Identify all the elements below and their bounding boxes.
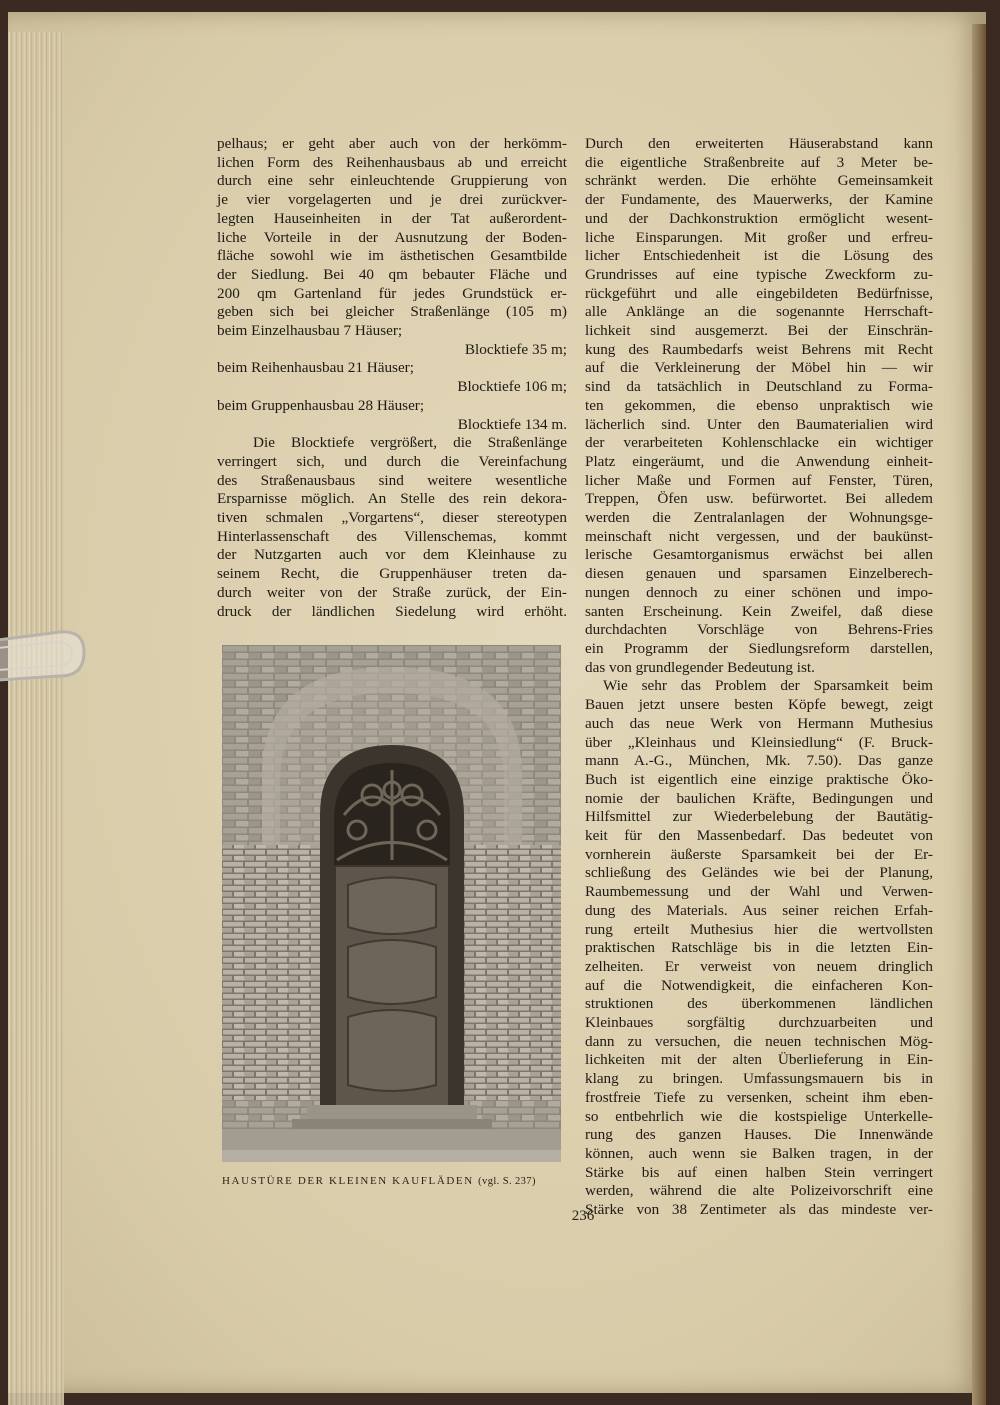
text-line: kung des Raumbedarfs weist Behrens mit Recht — [585, 340, 933, 358]
text-line: so entbehrlich wie die kostspielige Unterkelle- — [585, 1107, 933, 1125]
text-line: lichkeiten mit der alten Überlieferung in Ein- — [585, 1051, 933, 1069]
text-line: auf die Verkleinerung der Möbel hin — wir — [585, 359, 933, 377]
text-line: werden die Zentralanlagen der Wohnungsge- — [585, 509, 933, 527]
text-line: Ersparnisse möglich. An Stelle des rein dekora- — [217, 490, 567, 508]
text-line: lichkeit sind ausgemerzt. Bei der Einschrän- — [585, 322, 933, 340]
text-line: klang zu bringen. Umfassungsmauern bis in — [585, 1070, 933, 1088]
right-paragraph-2 — [585, 677, 933, 1219]
text-line: liche Vorteile in der Ausnutzung der Boden- — [217, 228, 567, 246]
text-line: lichen Form des Reihenhausbaus ab und erreicht — [217, 153, 567, 171]
text-line: dung des Materials. Aus seiner reichen Erfah- — [585, 901, 933, 919]
text-line: frostfreie Tiefe zu versenken, scheint ihm eben- — [585, 1088, 933, 1106]
text-line: verringert sich, und durch die Vereinfachung — [217, 452, 567, 470]
text-line: Durch den erweiterten Häuserabstand kann — [585, 135, 933, 152]
left-paragraph-2 — [217, 434, 567, 621]
text-line: nomie der baulichen Kräfte, Bedingungen und — [585, 789, 933, 807]
text-line: der Nutzgarten auch vor dem Kleinhause zu — [217, 546, 567, 564]
text-line: der Fundamente, des Mauerwerks, der Kamine — [585, 191, 933, 209]
text-line: lerische Gesamtorganismus erwächst bei allen — [585, 546, 933, 564]
text-line: Wie sehr das Problem der Sparsamkeit beim — [603, 677, 933, 695]
text-line: durch weiter von der Straße zurück, der Ein- — [217, 583, 567, 601]
text-line: zelheiten. Er verweist von neuem dringlich — [585, 957, 933, 975]
text-line: auch das neue Werk von Hermann Muthesius — [585, 714, 933, 732]
text-line: rückgeführt und alle eingebildeten Bedürfnisse, — [585, 284, 933, 302]
text-line: geben sich bei gleicher Straßenlänge (105 m) — [217, 303, 567, 321]
caption-text: HAUSTÜRE DER KLEINEN KAUFLÄDEN — [222, 1175, 474, 1187]
text-line: über „Kleinhaus und Kleinsiedlung“ (F. Bruck- — [585, 733, 933, 751]
text-line: das von grundlegender Bedeutung ist. — [585, 658, 815, 676]
text-line: und der Dachkonstruktion ermöglicht wesent- — [585, 209, 933, 227]
text-line: legten Hauseinheiten in der Tat außerordent- — [217, 209, 567, 227]
text-line: ein Programm der Siedlungsreform darstellen, — [585, 639, 933, 657]
text-line: vornherein äußerste Sparsamkeit bei der Er- — [585, 845, 933, 863]
text-line: pelhaus; er geht aber auch von der herkömm- — [217, 135, 567, 152]
text-line: meinschaft nicht vergessen, und der baukünst- — [585, 527, 933, 545]
text-line: santen Erscheinung. Kein Zweifel, daß diese — [585, 602, 933, 620]
text-line: druck der ländlichen Siedelung wird erhöht. — [217, 602, 567, 620]
text-line: des Straßenausbaus sind weitere wesentliche — [217, 471, 567, 489]
text-line: liche Einsparungen. Mit großer und erfreu- — [585, 228, 933, 246]
text-line: Hinterlassenschaft des Villenschemas, kommt — [217, 527, 567, 545]
text-line: Bauen jetzt unsere besten Köpfe bewegt, zeigt — [585, 696, 933, 714]
text-line: licher Maße und Formen auf Fenster, Türen, — [585, 471, 933, 489]
block-depth-line: Blocktiefe 35 m; — [464, 340, 567, 358]
binding-edge — [972, 24, 986, 1405]
text-line: alle Anklänge an die sogenannte Herrschaft- — [585, 303, 933, 321]
text-line: Buch ist eigentlich eine einzige praktische Öko- — [585, 770, 933, 788]
text-line: beim Gruppenhausbau 28 Häuser; — [217, 396, 425, 414]
text-line: Stärke von 38 Zentimeter als das mindeste ver- — [585, 1201, 933, 1219]
page-edges — [8, 32, 64, 1405]
text-line: auf die Notwendigkeit, die einfacheren Kon- — [585, 976, 933, 994]
text-line: Raumbemessung und der Wahl und Verwen- — [585, 883, 933, 901]
text-line: Platz eingeräumt, und die Anwendung einheit- — [585, 452, 933, 470]
door-photograph — [222, 645, 561, 1162]
text-line: fläche sowohl wie im ästhetischen Gesamtbilde — [217, 247, 567, 265]
text-line: beim Einzelhausbau 7 Häuser; — [217, 322, 403, 340]
paper-clip — [0, 618, 90, 688]
block-depth-line: Blocktiefe 106 m; — [457, 378, 567, 396]
page-number: 236 — [571, 1208, 595, 1224]
caption-reference: (vgl. S. 237) — [478, 1176, 536, 1187]
text-line: sind da tatsächlich in Deutschland zu Forma- — [585, 378, 933, 396]
text-line: Grundrisses auf eine typische Zweckform zu- — [585, 265, 933, 283]
text-line: können, auch wenn sie Balken tragen, in der — [585, 1144, 933, 1162]
text-line: werden, während die alte Polizeivorschrift eine — [585, 1182, 933, 1200]
text-line: Die Blocktiefe vergrößert, die Straßenlänge — [253, 434, 567, 452]
text-line: Kleinbaues sorgfältig durchzuarbeiten und — [585, 1014, 933, 1032]
text-line: keit für den Massenbedarf. Das bedeutet von — [585, 827, 933, 845]
block-depth-line: Blocktiefe 134 m. — [457, 415, 567, 433]
text-line: dann zu versuchen, die neuen technischen Mög- — [585, 1032, 933, 1050]
right-paragraph-1 — [585, 135, 933, 677]
text-line: mann A.-G., München, Mk. 7.50). Das ganze — [585, 752, 933, 770]
text-line: rung des ganzen Hauses. Die Innenwände — [585, 1126, 933, 1144]
text-line: licher Entschiedenheit ist die Lösung des — [585, 247, 933, 265]
text-line: tiven schmalen „Vorgartens“, dieser stereotypen — [217, 509, 567, 527]
text-line: nungen dennoch zu einer schönen und impo- — [585, 583, 933, 601]
text-line: schränkt werden. Die erhöhte Gemeinsamkeit — [585, 172, 933, 190]
text-line: lächerlich sind. Unter den Baumaterialien wird — [585, 415, 933, 433]
text-line: struktionen des überkommenen ländlichen — [585, 995, 933, 1013]
right-text-column — [585, 135, 933, 1220]
text-line: Hilfsmittel zur Wiederbelebung der Bautätig- — [585, 808, 933, 826]
text-line: die eigentliche Straßenbreite auf 3 Meter be- — [585, 153, 933, 171]
text-line: praktischen Ratschläge bis in die letzten Ein- — [585, 939, 933, 957]
text-line: seinem Recht, die Gruppenhäuser treten da- — [217, 565, 567, 583]
text-line: beim Reihenhausbau 21 Häuser; — [217, 359, 414, 377]
left-paragraph-1 — [217, 135, 567, 434]
figure-caption — [222, 1175, 567, 1187]
text-line: der Siedlung. Bei 40 qm bebauter Fläche und — [217, 265, 567, 283]
text-line: durchdachten Vorschläge von Behrens-Fries — [585, 621, 933, 639]
text-line: diesen genauen und sparsamen Einzelberech- — [585, 565, 933, 583]
text-line: Stärke bis auf einen halben Stein verringert — [585, 1163, 933, 1181]
text-line: 200 qm Gartenland für jedes Grundstück er- — [217, 284, 567, 302]
text-line: der verarbeiteten Kohlenschlacke ein wichtiger — [585, 434, 933, 452]
text-line: schließung des Geländes wie bei der Planung, — [585, 864, 933, 882]
text-line: je vier vorgelagerten und je drei zurückver- — [217, 191, 567, 209]
text-line: ten gekommen, die ebenso unpraktisch wie — [585, 396, 933, 414]
text-line: Treppen, Öfen usw. befürwortet. Bei alledem — [585, 490, 933, 508]
text-line: durch eine sehr einleuchtende Gruppierung von — [217, 172, 567, 190]
left-text-column — [217, 135, 567, 621]
text-line: rung erteilt Muthesius hier die wertvollsten — [585, 920, 933, 938]
